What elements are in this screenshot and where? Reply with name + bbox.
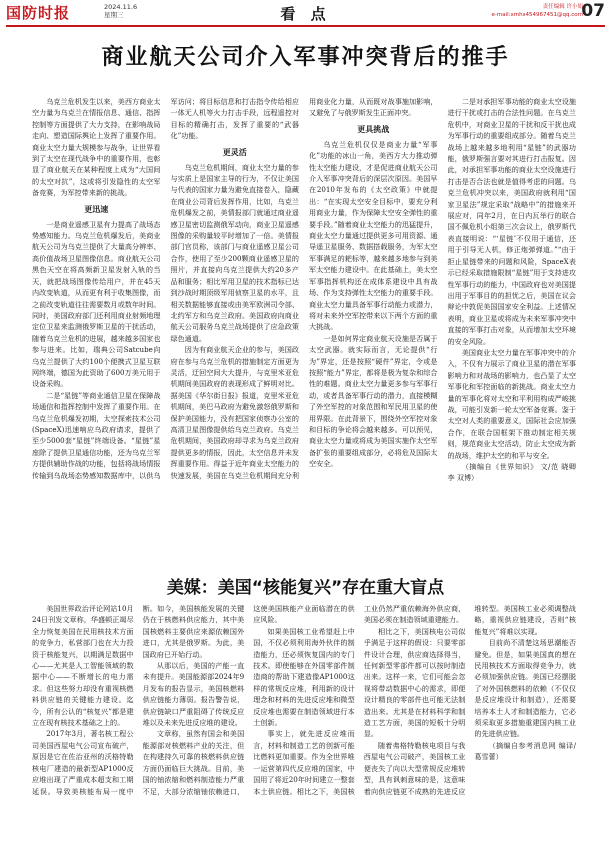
article1-paragraph: 二是对承担军事功能的商业太空设施进行干扰或打击的合法性问题。在乌克兰危机中，对商业卫星的干扰和反干扰也成为军事行动的重要组成部分。随着乌克兰战场上越来越多地利用“星链”的武器功能，俄罗斯强言要对其进行打击报复。因此，对承担军事功能的商业太空设施进行打击是否合法也就是值得考虑的问题。乌克兰危机冲突以来，美国政府就利用“国家卫星法”规定采取“战略中”的措施来开展应对，同年2月，在日内瓦举行的联合国不佩危机小组第三次会议上，俄罗斯代表直接明说：“‘星链’不仅用于通信，还用于引导无人机，修正炮弹弹道。”“由于拒止星链带来的问题和风险，SpaceX表示已经采取措施限制“星链”用于支持进攻性军事行动的能力，中国政府也对美国提出用于军事目的的担忧之后，美国在议会辩论中敦促美国国家安全利益。上述情况表明，商业卫星或将成为未来军事冲突中直接的军事打击对象，从而增加太空环境的安全风险。 bbox=[447, 97, 576, 346]
newspaper-logo: 国防时报 bbox=[6, 4, 71, 22]
article2-headline: 美媒：美国“核能复兴”存在重大盲点 bbox=[166, 578, 445, 598]
article2-paragraph: 随着弗格特勒核电项目与我西屋电气公司破产，美国核工业便丧失了向以大型常规反应堆转型，具有讽刺意味的是，这意味着向供应链更不成熟的先进反应堆转型。美国核工业必须调整战略，重视供应链建设，否则“核能复兴”将难以实现。 bbox=[363, 604, 576, 796]
article1-paragraph: 因为有商业航天企业的参与，美国政府在参与乌克兰危机的措施制定方面更为灵活，迂回空间大大提升，与克里米亚危机期间美国政府的表现形成了鲜明对比。据美国《华尔街日报》报道，克里米亚危机期间，美巴马政府为避免激怒俄罗斯和保护美国能力，没有把国家侦察办公室的高清卫星图像提供给乌克兰政府。乌克兰危机期间，美国政府却寻求为乌克兰政府提供更多的情报，因此，太空信息并未发挥重要作用。得益于近年商业太空能力的快速发展，美国在乌克兰危机期间充分利用商业化力量，从而既对战事施加影响，又避免了与俄罗斯发生正面冲突。 bbox=[170, 97, 438, 480]
editor-email: e-mail:xmhs454967451@qq.com bbox=[491, 12, 583, 18]
article1-paragraph: 乌克兰危机仅仅是商业力量“军事化”功能的冰山一角，美西方大力推动弹性太空能力建设，才是促进商业航天公司介入军事冲突背后的深层次原因。美国早在2010年发布的《太空政策》中就提出：“在实现太空安全目标中，要充分利用商业力量，作为保障太空安全弹性的重要手段。”随着商业太空能力的迅猛提升，商业太空力量通过提供更多可用资源、通导遥卫星服务、数据搭载服务，为军太空军事满足的耙标等，越来越多地参与到美军太空能力建设中。在此基础上，美太空军事指挥机构还在成体系建设中具有战场、作为支持弹性太空能力的重要手段。商业太空力量具备军事行动能力或潜力，将对未来外空军控带来以下两个方面的重大挑战。 bbox=[309, 139, 438, 332]
weekday-text: 星期三 bbox=[104, 11, 124, 19]
editor-info bbox=[492, 3, 583, 19]
article2-credit: （摘编自参考消息网 编译/葛雪蕾） bbox=[474, 740, 576, 762]
article1-credit: （摘编自《世界知识》 文/范 晓卿 李 双博） bbox=[447, 462, 576, 483]
article1-headline: 商业航天公司介入军事冲突背后的推手 bbox=[101, 45, 510, 70]
article1-paragraph: 乌克兰危机期间，商业太空力量的参与实质上是国家主导的行为，不仅让美国与代表的国家力量为避免直接卷入，隐藏在商业公司背后发挥作用，比如，乌克兰危机爆发之前，美情报部门就通过商业遥感卫星密切监测俄军动向，商业卫星遥感图像的采购量较平时增加了一倍。美情报部门官员称，该部门与商业遥感卫星公司合作，使用了至少200颗商业遥感卫星的照片，并直接向乌克兰提供大约20多产品和服务；相比军用卫星的技术指标已达到沙战时期顶级军用侦察卫星的水平，且相关数据能够直接或由美军欧洲司令部、北约军方和乌克兰政府。美国政府向商业航天公司服务乌克兰战场提供了应急政策绿色通道。 bbox=[170, 162, 299, 343]
editor-name: 责任编辑 许小娟 bbox=[542, 4, 583, 10]
article2-paragraph: 事实上，就先进反应堆而言，材料和制造工艺的创新可能比燃料更加重要。作为全世界唯一运营第四代反应堆的国家，中国用了将近20年时间建立一整套本土供应链。相比之下，美国核工业仍然严重依赖海外供应商，美国必须在制造领域重建能力。 bbox=[253, 604, 466, 796]
article2-body bbox=[32, 603, 576, 839]
article2-paragraph: 从那以后，美国的产能一直未有提升。美国能源部2024年9月发布的报告显示，美国核燃料供应链能力薄弱。报告警告说，供应链缺口严重阻碍了传统反应堆以及未来先进反应堆的建设。 bbox=[142, 661, 245, 728]
article1-body bbox=[32, 96, 576, 556]
page-number: 07 bbox=[581, 1, 605, 21]
masthead-divider bbox=[6, 25, 605, 27]
article2-paragraph: 目前尚不清楚这场思潮能否避免。但是，如果美国真的想在民用核技术方面取得竞争力，就必须加强供应链。美国已经摆脱了对外国核燃料的依赖（不仅仅是反应堆设计和制造），还需要培养本土人才和制造能力，它必须采取更多措施重建国内核工业的先进供应链。 bbox=[474, 638, 576, 739]
article1-paragraph: 一是商业遥感卫星有力提高了战场态势感知能力。乌克兰危机爆发后，美商业航天公司为乌克兰提供了大量高分辨率、高价值战场卫星图像信息。商业航天公司黑色天空在将高频新卫星发射入轨的当天，就把战场图像传给用户，并在45天内改变轨道，从而更有利于收集图像，而之前改变轨道往往需要数月或数年时间。同时，美国政府部门还利用商业射频地理定位卫星来监测俄罗斯卫星的干扰活动，随着乌克兰危机的进展，越来越多国家也参与进来。比如，瑞典公司Satcube向乌克兰提供了大约100个便携式卫星互联网终端，德国为此资助了600万美元用于设备采购。 bbox=[32, 219, 161, 389]
section-title: 看 点 bbox=[280, 5, 331, 23]
article1-paragraph: 美国商业太空力量在军事冲突中的介入，不仅有力展示了商业卫星的潜在军事影响力和对战场的影响力，也凸显了太空军事化和军控面临的新挑战。商业太空力量的军事化将对太空和平利用构成严峻挑战，可能引发新一轮太空军备竞赛。鉴于太空对人类的重要意义，国际社会应加强合作，在联合国框架下推动制定相关规则，规范商业太空活动，防止太空成为新的战场，维护太空的和平与安全。 bbox=[447, 347, 576, 460]
article1-paragraph: 二是“星链”等商业通信卫星在保障战场通信和指挥控制中发挥了重要作用。在乌克兰危机爆发初期，太空探索技术公司(SpaceX)迅速响应乌政府请求，提供了至少5000套“星链”终端设备。“星链”星座除了提供卫星通信功能，还为乌克兰军方提供辅助作战的功能，包括将战场情报传输到乌战场态势感知数据库中，以供乌军访问；将目标信息和打击指令传给相应一体无人机等火力打击手段，远程遥控对目标的精确打击，发挥了重要的“武器化”功能。 bbox=[32, 97, 299, 480]
article1-subheading: 更灵活 bbox=[222, 146, 247, 157]
article2-paragraph: 美国世界政治评论网站10月24日刊发文章称，华盛顿正竭尽全力恢复美国在民用核技术方面的竞争力，私营部门也在大力投资于核能复兴，以期满足数据中心——尤其是人工智能领域的数据中心——不断增长的电力需求。但这些努力却没有重视核燃料供应链的关键能力建设。迄今，所有公认的“核复兴”都是建立在现有核技术基础之上的。 bbox=[32, 604, 134, 728]
article1-paragraph: 乌克兰危机发生以来，美西方商业太空力量为乌克兰在情报信息、通信、指挥控制等方面提供了大力支持，在影响战局走向、塑造国际舆论上发挥了重要作用。商业太空力量大规模参与战争，让世界看到了太空在现代战争中的重要作用，也彰显了商业航天在某种程度上成为“大国间的太空对抗”，这或将引发隐性的太空军备竞赛，为军控带来新的挑战。 bbox=[32, 97, 161, 198]
article2-paragraph: 如果美国核工业希望赶上中国，不仅必须利用海外伙伴的制造能力，还必须恢复国内的专门技术。即使能够在外国零部件制造商的帮助下建造像AP1000这样的常规反应堆，利用新的设计理念和材料的先进反应堆和微型反应堆也需要在制造领域进行本土创新。 bbox=[253, 626, 355, 728]
masthead bbox=[0, 0, 611, 24]
date-text: 2024.11.6 bbox=[104, 3, 138, 11]
article2-paragraph: 相比之下，美国核电公司似乎满足于这样的假设：只要零部件设计合理，供应商选择得当，任何新型零部件都可以按时制造出来。这样一来，它们可能会忽视将带动数据中心的需求，即便设计精良的零部件也可能无法制造出来。尤其是在材料科学和制造工艺方面，美国的短板十分明显。 bbox=[363, 626, 466, 739]
article1-subheading: 更迅速 bbox=[84, 203, 109, 214]
article1-paragraph: 一是如何界定商业航天设施是否属于太空武器。就实际而言，无论提供“行为”界定，还是按照“硬件”界定，令或是按照“能力”界定，都将是极为复杂和综合性的难题。商业太空力量更多参与军事行动，或者具备军事行动的潜力，直接模糊了外空军控的对象范围和军民用卫星的使用界限。在此背景下，围绕外空军控对象和目标的争论将会越来越多。可以预见，商业太空力量或将成为美国实施作太空军备扩张的重要组成部分，必将危及国际太空安全。 bbox=[309, 333, 438, 469]
article1-subheading: 更具挑战 bbox=[357, 123, 390, 134]
article2-paragraph: 2017年3月，著名核工程公司美国西屋电气公司宣布破产，原因是它在佐治亚州的沃格特勒核电厂建造的最新型AP1000反应堆出现了严重成本超支和工期延误。导致美核能布局一度中断。如今，美国核能发展的关键仍在于核燃料供应能力，其中美国核燃料主要供应来源依赖国外进口，尤其是俄罗斯。为此，美国政府已开始行动。 bbox=[32, 604, 245, 796]
article2-paragraph: 文章称，虽然有国会和美国能源部对核燃料产业的关注，但在构建持久可靠的核燃料供应链方面仍面临巨大挑战。目前，美国的铀浓缩和燃料制造能力严重不足，大部分浓缩铀依赖进口，这使美国核能产业面临潜在的供应风险。 bbox=[142, 604, 355, 796]
